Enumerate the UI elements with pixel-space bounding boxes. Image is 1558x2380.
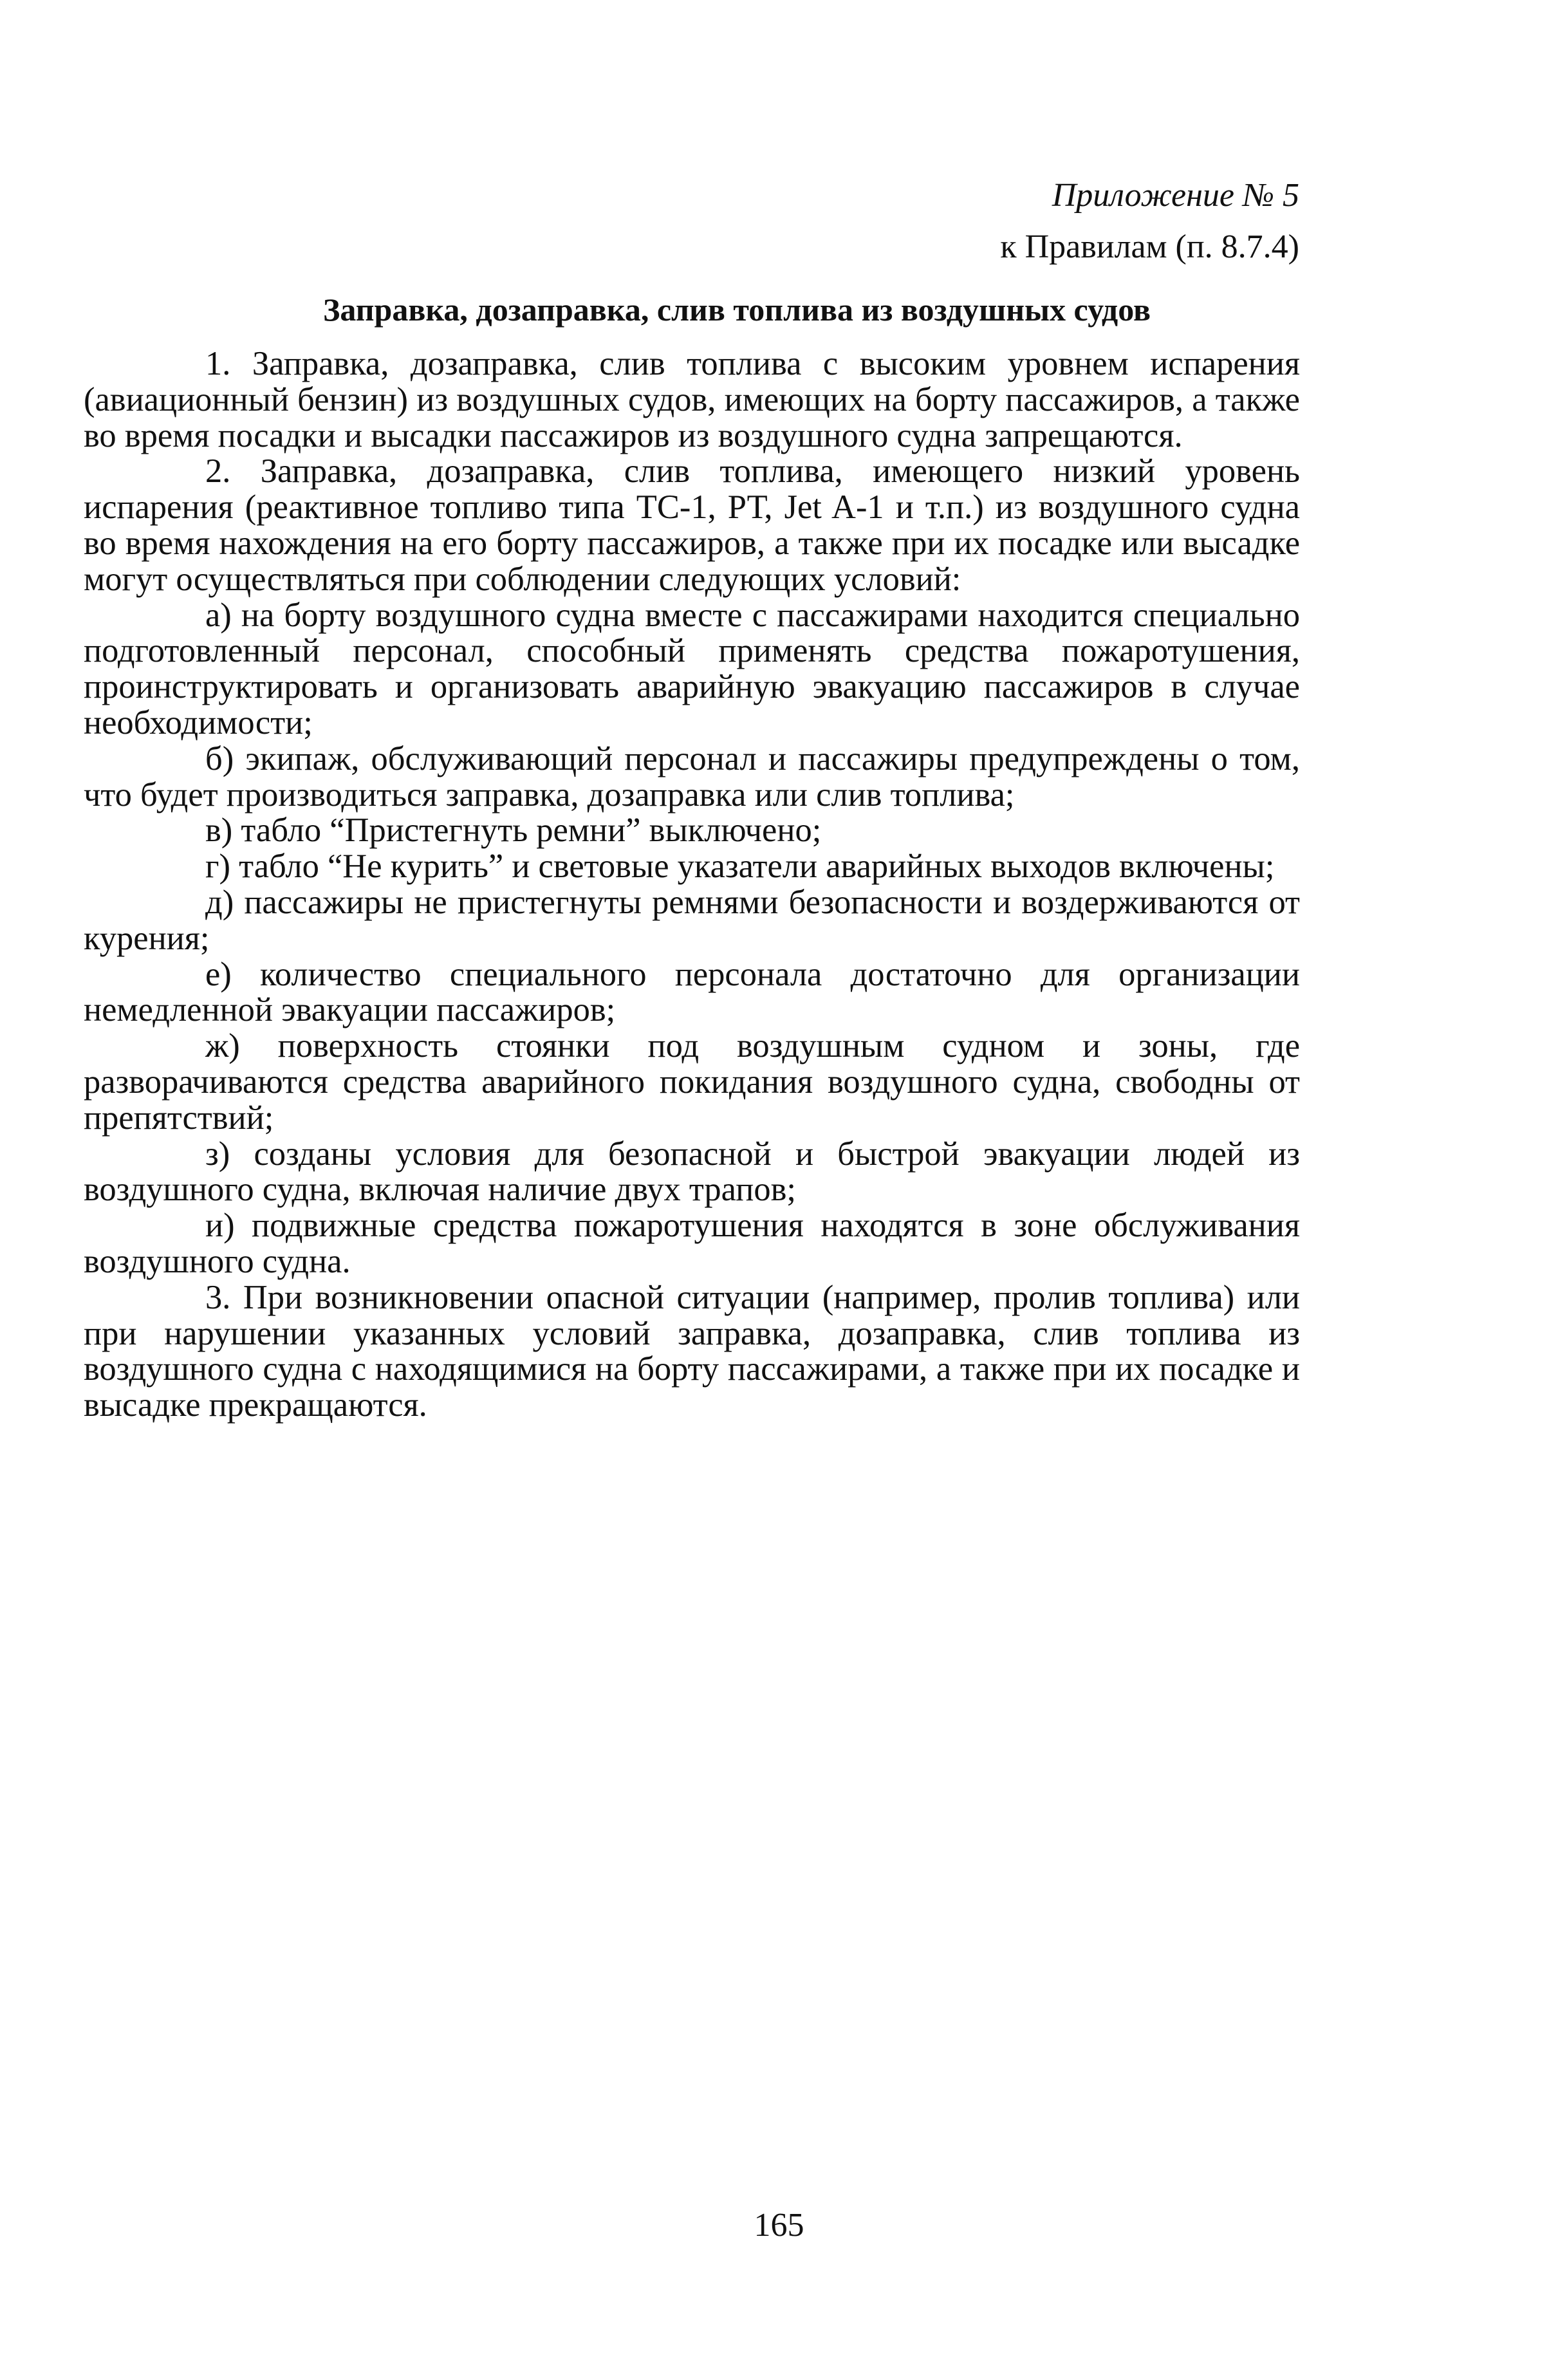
document-title: Заправка, дозаправка, слив топлива из воздушных судов [323, 292, 1151, 328]
condition-d: д) пассажиры не пристегнуты ремнями безопасности и воздерживаются от курения; [84, 883, 1300, 957]
condition-g: г) табло “Не курить” и световые указатели аварийных выходов включены; [205, 848, 1275, 886]
condition-z: з) созданы условия для безопасной и быстрой эвакуации людей из воздушного судна, включая наличие двух трапов; [84, 1135, 1300, 1209]
paragraph-3: 3. При возникновении опасной ситуации (например, пролив топлива) или при нарушении указанных условий заправка, дозаправка, слив топлива из воздушного судна с находящимися на борту пассажирами, а также при их посадке и высадке прекращаются. [84, 1278, 1300, 1424]
document-body [84, 346, 1300, 1424]
appendix-label: Приложение № 5 [1052, 177, 1299, 214]
condition-b: б) экипаж, обслуживающий персонал и пассажиры предупреждены о том, что будет производиться заправка, дозаправка или слив топлива; [84, 739, 1300, 813]
page-number: 165 [754, 2207, 804, 2244]
paragraph-1: 1. Заправка, дозаправка, слив топлива с высоким уровнем испарения (авиационный бензин) из воздушных судов, имеющих на борту пассажиров, а также во время посадки и высадки пассажиров из воздушного судна запрещаются. [84, 345, 1300, 454]
paragraph-2: 2. Заправка, дозаправка, слив топлива, имеющего низкий уровень испарения (реактивное топливо типа ТС-1, РТ, Jet A-1 и т.п.) из воздушного судна во время нахождения на его борту пассажиров, а также при их посадке или высадке могут осуществляться при соблюдении следующих условий: [84, 452, 1300, 598]
condition-a: а) на борту воздушного судна вместе с пассажирами находится специально подготовленный персонал, способный применять средства пожаротушения, проинструктировать и организовать аварийную эвакуацию пассажиров в случае необходимости; [84, 596, 1300, 741]
condition-v: в) табло “Пристегнуть ремни” выключено; [205, 812, 822, 850]
condition-zh: ж) поверхность стоянки под воздушным судном и зоны, где разворачиваются средства аварийного покидания воздушного судна, свободны от препятствий; [84, 1027, 1300, 1137]
appendix-reference: к Правилам (п. 8.7.4) [1000, 228, 1299, 265]
condition-i: и) подвижные средства пожаротушения находятся в зоне обслуживания воздушного судна. [84, 1207, 1300, 1280]
condition-e: е) количество специального персонала достаточно для организации немедленной эвакуации пассажиров; [84, 955, 1300, 1029]
